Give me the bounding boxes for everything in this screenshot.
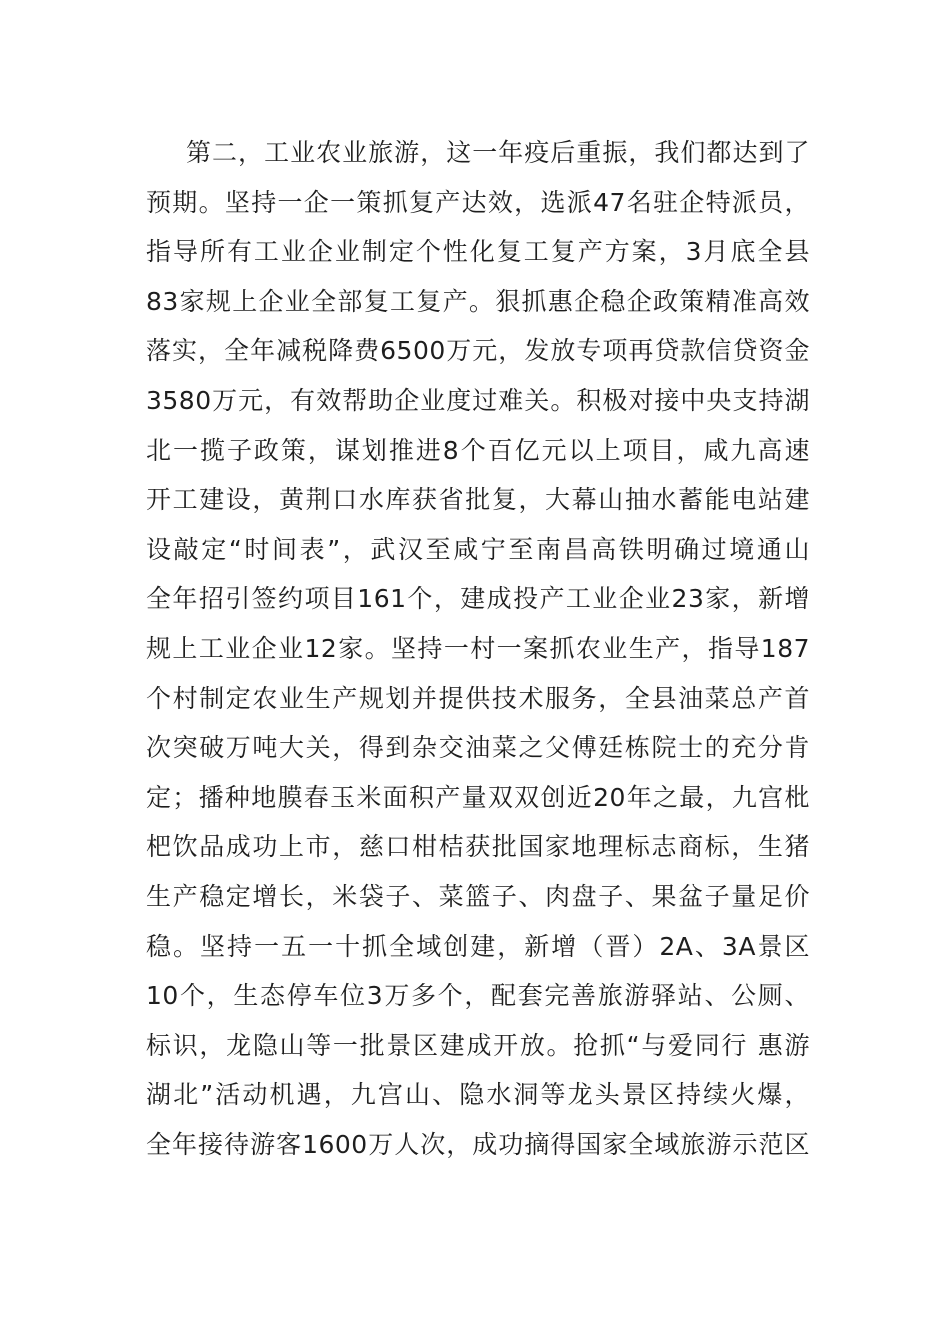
text-line: 规上工业企业12家。坚持一村一案抓农业生产，指导187 <box>146 633 810 663</box>
text-line: 杷饮品成功上市，慈口柑桔获批国家地理标志商标，生猪 <box>146 832 810 862</box>
text-line: 开工建设，黄荆口水库获省批复，大幕山抽水蓄能电站建 <box>146 485 810 515</box>
text-line: 第二，工业农业旅游，这一年疫后重振，我们都达到了 <box>186 138 810 167</box>
text-line: 指导所有工业企业制定个性化复工复产方案，3月底全县 <box>146 237 810 267</box>
text-line: 落实，全年减税降费6500万元，发放专项再贷款信贷资金 <box>146 336 810 366</box>
text-line: 生产稳定增长，米袋子、菜篮子、肉盘子、果盆子量足价 <box>146 881 810 911</box>
text-line: 稳。坚持一五一十抓全域创建，新增（晋）2A、3A景区 <box>146 931 810 961</box>
text-line: 全年招引签约项目161个，建成投产工业企业23家，新增 <box>146 584 810 614</box>
text-line: 3580万元，有效帮助企业度过难关。积极对接中央支持湖 <box>146 385 810 415</box>
text-line: 全年接待游客1600万人次，成功摘得国家全域旅游示范区 <box>146 1129 810 1159</box>
text-line: 北一揽子政策，谋划推进8个百亿元以上项目，咸九高速 <box>146 435 810 465</box>
text-line: 预期。坚持一企一策抓复产达效，选派47名驻企特派员， <box>146 187 810 217</box>
text-line: 定；播种地膜春玉米面积产量双双创近20年之最，九宫枇 <box>146 782 810 812</box>
text-line: 83家规上企业全部复工复产。狠抓惠企稳企政策精准高效 <box>146 286 810 316</box>
paragraph <box>146 128 810 1169</box>
text-line: 标识，龙隐山等一批景区建成开放。抢抓“与爱同行 惠游 <box>146 1030 810 1060</box>
text-line: 10个，生态停车位3万多个，配套完善旅游驿站、公厕、 <box>146 981 810 1011</box>
text-line: 个村制定农业生产规划并提供技术服务，全县油菜总产首 <box>146 683 810 713</box>
text-line: 湖北”活动机遇，九宫山、隐水洞等龙头景区持续火爆， <box>146 1080 810 1110</box>
text-line: 次突破万吨大关，得到杂交油菜之父傅廷栋院士的充分肯 <box>146 733 810 763</box>
text-line: 设敲定“时间表”，武汉至咸宁至南昌高铁明确过境通山 <box>146 534 810 564</box>
